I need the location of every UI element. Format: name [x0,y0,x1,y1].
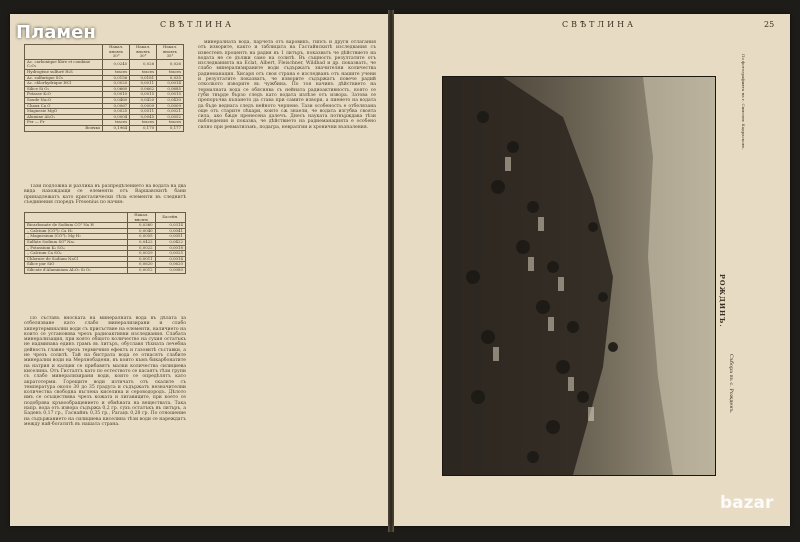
table1-value-cell: 0,0245 [103,59,130,69]
table1-value-cell: 0,0025 [103,109,130,115]
right-running-head: СВѢТЛИНА [562,20,637,29]
table1-value-cell: 0,026 [157,59,184,69]
table1-value-cell: 0,0685 [157,86,184,92]
table1-value-cell: traces [130,120,157,126]
table1-value-cell: 0,0052 [157,114,184,120]
left-running-head: СВѢТЛИНА [160,20,235,29]
table2-compound-cell: „ Calcium Ca SO₄ [25,251,128,257]
table1-compound-cell: Magnesie MgO [25,109,103,115]
table1-value-cell: 0,0009 [130,103,157,109]
table1-header-cell: Накал. вноять 35° [157,45,184,60]
table1-compound-cell: Alumine Al₂O₃ [25,114,103,120]
table1-value-cell: 0,0420 [130,97,157,103]
crowd-photo-image [443,77,715,475]
table1-value-cell: 0,0010 [103,92,130,98]
table2-value-cell: 0,0055 [128,234,156,240]
table1-compound-cell: Soude Na₂O [25,97,103,103]
table1-value-cell: 0,0004 [103,114,130,120]
table2-value-cell: 0,0029 [128,251,156,257]
table1-row [25,59,184,69]
table2-value-cell: 0,0041 [155,228,185,234]
table2-header-cell [25,213,128,223]
table1-value-cell: 0,0011 [130,109,157,115]
table1-value-cell: 0,0020 [103,81,130,87]
table2-value-cell: 0,0360 [128,223,156,229]
table1-header-cell [25,45,103,60]
table2-value-cell: 0,0022 [128,245,156,251]
table2-value-cell: 0,0025 [155,251,185,257]
table2-value-cell: 0,0620 [155,262,185,268]
table1-value-cell: traces [157,69,184,75]
table1-value-cell: traces [130,69,157,75]
table2-row [25,267,186,273]
table1-header-cell: Накал. вноять 30° [130,45,157,60]
table2-compound-cell: „ Magnesium (CO³)₂ Mg H₂ [25,234,128,240]
photo-caption-subtitle: Събора въ с. Рожденъ. [728,354,734,414]
left-paragraph-1: Тази подложна и разлика въ разпредѣлението на водата на два вида нахождащи се елементи отъ Варшавскитѣ бани принадлежатъ като кристалически тѣла елементи въ следнитѣ съединения споредъ Fresenius по начин: [24,184,186,205]
left-column-1-text: По съставъ вноската на минералната вода въ дѣлата за отбелязване като слабо минерализирани и слабо хипертерминални води съ присъствие на елементи, наличието на които се установява чрезъ радиоактивни изследвания. Слабата минерализация, при която общото количество на сухия остатъкъ не надминава единъ грамъ въ литъръ, обуславя тѣхната лечебна дейность главно чрезъ термичния ефектъ и газовитѣ съставки, а не чрезъ солитѣ. Тай на бистрата вода се отнасятъ слабите минерални води на Мерлнобадени, въ които къмъ бикарбонатите на натрия и калция се прибавятъ малки количества силициева киселина. Отъ Гисталтъ като по естеството се касаятъ тѣзи групи съ слабо минерализирани води, които се опредѣлятъ като акратотерми. Горещите води изтичатъ отъ скалите съ температура около 30 до 35 градуса и съдържатъ незначителни количества свободна въглена киселина и сероводородъ. Дѣлото имъ се осъществява чрезъ кожата и лигавиците, при което се подобрява кръвообращението и обмѣната на веществата. Така напр. вода отъ извора съдържа 0,2 гр. сухъ остатъкъ въ литъръ, а Баденъ 0,17 гр., Гаснайнъ 0,35 гр., Рагацъ 0,28 гр. По отношение на съдържанието на силициева киселина тѣзи води се нареждатъ между най-богатитѣ въ нашата страна. [24,316,186,427]
photo-credit: По фотографията на г. Симеонъ Кадрасковъ. [741,54,746,150]
table1-compound-cell: Hydrogène sulfuré H₂S [25,69,103,75]
table1-value-cell: 0,0156 [103,75,130,81]
table2-header-cell: Накал. вноять [128,213,156,223]
right-page [394,14,790,526]
table2-value-cell: 0,0040 [128,228,156,234]
table1-value-cell: 0,0181 [130,75,157,81]
site-watermark: Пламен [16,22,96,43]
table2-value-cell: 0,0314 [155,223,185,229]
table1-total-value: 0,1964 [103,125,130,131]
table1-compound-cell: Ac. sulfurique SO₃ [25,75,103,81]
table1-value-cell: 0,0067 [103,103,130,109]
table1-compound-cell: Ac. chlorhydrique HCl [25,81,103,87]
table1-value-cell: 0,0045 [130,114,157,120]
table1-compound-cell: Potasse K₂O [25,92,103,98]
table1-compound-cell: Silice Si O₂ [25,86,103,92]
table1-total-row [25,125,184,131]
table1-value-cell: 0,0430 [157,97,184,103]
mineral-analysis-table-1 [24,44,184,132]
page-number: 25 [764,20,775,29]
table2-compound-cell: Chlorure de Sodium NaCl [25,256,128,262]
table2-compound-cell: Silice pur SiO [25,262,128,268]
table1-value-cell: 0,0021 [157,109,184,115]
table1-value-cell: traces [157,120,184,126]
table1-total-label: Всичко [25,125,103,131]
table2-value-cell: 0,0051 [155,234,185,240]
logo-text: bazar [720,493,774,513]
table1-value-cell: 0,0011 [130,81,157,87]
table2-value-cell: 0,0422 [128,239,156,245]
table1-total-value: 0,177 [157,125,184,131]
table1-header-cell: Накал. вноять 30° [103,45,130,60]
table1-compound-cell: Chaux Ca O [25,103,103,109]
table2-compound-cell: Sulfate Sodium SO⁴ Na₂ [25,239,128,245]
table1-value-cell: 0,0660 [103,86,130,92]
photo-caption-title: РОЖДИНЪ. [718,274,726,328]
table1-value-cell: 0,0015 [157,92,184,98]
table2-value-cell: 0,0080 [155,267,185,273]
table2-compound-cell: „ Potassium K₂ SO₄ [25,245,128,251]
table1-value-cell: 0,0662 [130,86,157,92]
table2-value-cell: 0,0422 [155,239,185,245]
table2-value-cell: 0,0011 [128,256,156,262]
bazar-logo-icon [720,488,784,516]
left-column-2-text: минералната вода, парчета отъ варовикъ, гипсъ и други отлагания отъ изворите, както и таблицата на Гастайнскитѣ изследвания съ известенъ процентъ на радия въ 1 литъръ, показватъ че дѣйствието на водата не се дължи само на солитѣ. Въ същность резултатите отъ изследванията на Eclat, Albert, Fleischner, Wildbad и др. показватъ, че слабо минерализираните води съдържатъ значителни количества радиеманация. Хисаря отъ своя страна е изследванъ отъ нашите учени и резултатите показватъ, че изворите съдържатъ повече радий отколкото изворите въ чужбина. По тоя начинъ дѣйствието на термалната вода се обяснява съ нейната радиоактивность, която се губи твърде бързо следъ като водата излѣзе отъ извора. Затова се препоръчва къпането да става при самите извори, а пиенето на водата да бъде веднага следъ нейното черпене. Тази особеность е отбелязана още отъ старите лѣкари, които сѫ знаели, че водата изгубва своята сила, ако бѫде пренесена далечъ. Днесъ науката потвърждава тѣзи наблюдения и показва, че дѣйствието на радиеманацията е особено силно при ревматизъмъ, подагра, невралгии и хронични възпаления. [198,40,376,130]
table2-compound-cell: Bicarbonate de Sodium CO² Na H [25,223,128,229]
table1-value-cell: 0,0009 [157,103,184,109]
table2-value-cell: 0,0620 [128,262,156,268]
table1-compound-cell: Fer — Fr [25,120,103,126]
table2-compound-cell: „ Calcium (CO³)₂ Ca H₂ [25,228,128,234]
table1-compound-cell: Ac. carbonique libre et combine C₂O₂ [25,59,103,69]
table2-compound-cell: Silicate d'Aluminium Al₂O₃ Si O₂ [25,267,128,273]
festival-crowd-photo [442,76,716,476]
table1-total-value: 0,170 [130,125,157,131]
table1-value-cell: 0,0014 [157,81,184,87]
table2-header-cell: Басейн. [155,213,185,223]
table1-value-cell: 0,0015 [130,92,157,98]
left-page [10,14,388,526]
table2-value-cell: 0,0014 [155,256,185,262]
table1-value-cell: 0,0460 [103,97,130,103]
table1-value-cell: traces [103,69,130,75]
table1-value-cell: 0,026 [130,59,157,69]
table1-value-cell: 0,035 [157,75,184,81]
mineral-analysis-table-2 [24,212,186,274]
bazar-logo [720,488,784,516]
table1-value-cell: traces [103,120,130,126]
table2-value-cell: 0,0012 [128,267,156,273]
table2-value-cell: 0,0018 [155,245,185,251]
